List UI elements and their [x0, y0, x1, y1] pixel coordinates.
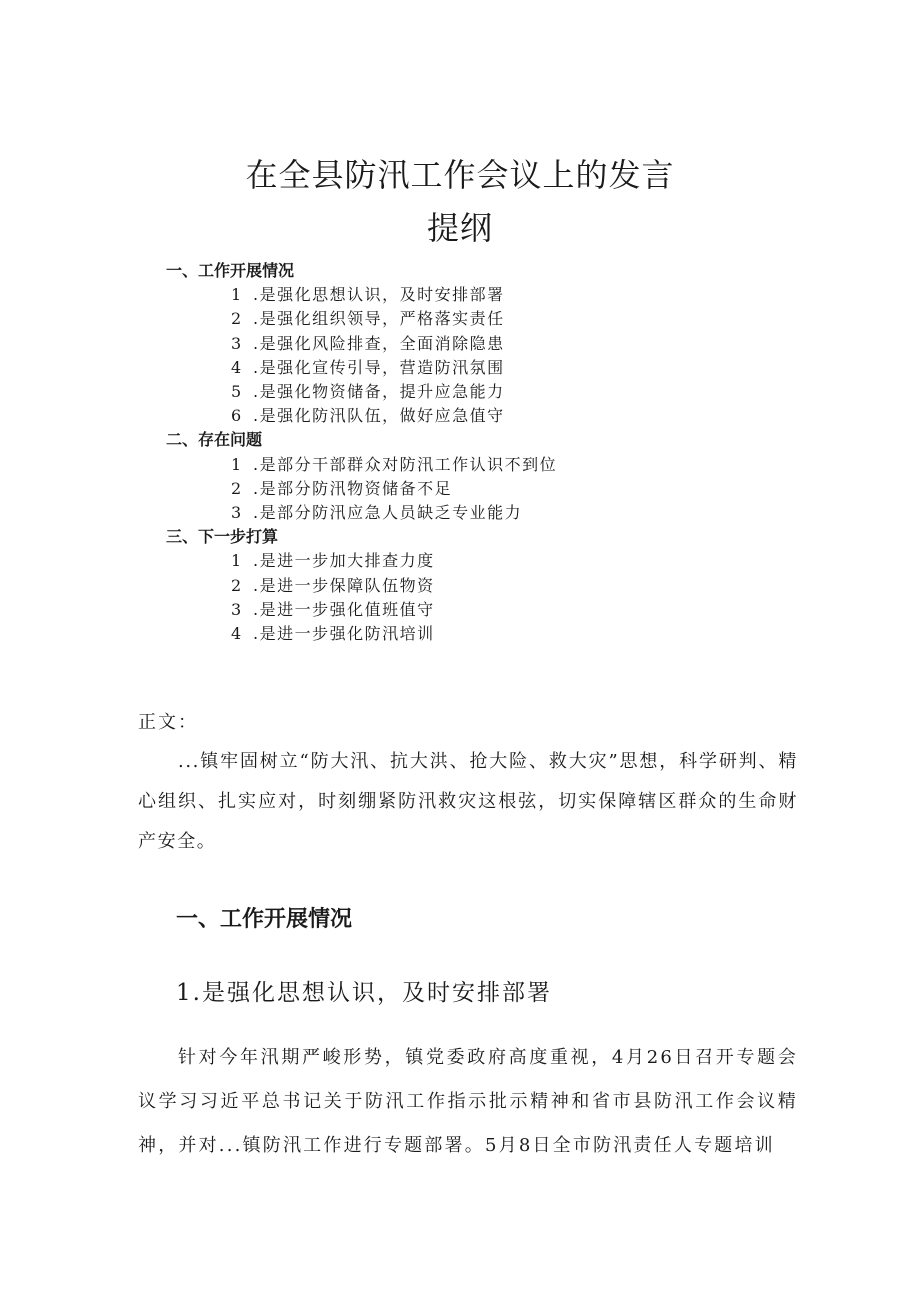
outline-item-text: .是部分干部群众对防汛工作认识不到位: [253, 454, 558, 474]
outline-item: [231, 500, 522, 523]
outline-item-text: .是强化思想认识，及时安排部署: [253, 285, 505, 305]
document-title: 在全县防汛工作会议上的发言: [245, 156, 675, 194]
outline-item-number: 6: [231, 406, 243, 426]
section-heading: 一、工作开展情况: [176, 907, 353, 932]
outline-item: [231, 403, 505, 426]
outline-item-number: 3: [231, 503, 243, 522]
outline-item: [231, 621, 435, 644]
outline-item-text: .是强化物资储备，提升应急能力: [253, 382, 505, 401]
section-paragraph: 针对今年汛期严峻形势，镇党委政府高度重视，4月26日召开专题会议学习习近平总书记关于防汛工作指示批示精神和省市县防汛工作会议精神，并对...镇防汛工作进行专题部署。5月8日全市防汛责任人专题培训: [138, 1047, 798, 1156]
outline-item-number: 1: [231, 551, 243, 571]
outline-item-text: .是进一步强化防汛培训: [253, 624, 435, 643]
outline-section-heading: 一、工作开展情况: [166, 261, 295, 280]
outline-section-heading: 二、存在问题: [166, 430, 263, 450]
outline-item: [231, 306, 505, 329]
outline-item: [231, 573, 435, 596]
outline-item-number: 5: [231, 382, 243, 401]
outline-item-text: .是进一步加大排查力度: [253, 551, 435, 571]
outline-item-text: .是部分防汛应急人员缺乏专业能力: [253, 503, 523, 522]
outline-item: [231, 452, 557, 475]
outline-item: [231, 597, 435, 620]
outline-item: [231, 379, 505, 402]
outline-item-number: 1: [231, 454, 243, 474]
outline-item-number: 3: [231, 333, 243, 353]
outline-item-text: .是部分防汛物资储备不足: [253, 478, 453, 498]
outline-item: [231, 355, 505, 378]
sub-heading: 1.是强化思想认识，及时安排部署: [176, 980, 552, 1006]
outline-item: [231, 331, 505, 354]
intro-paragraph: ...镇牢固树立“防大汛、抗大洪、抢大险、救大灾”思想，科学研判、精心组织、扎实应对，时刻绷紧防汛救灾这根弦，切实保障辖区群众的生命财产安全。: [138, 751, 798, 852]
outline-item-number: 2: [231, 478, 243, 498]
outline-item: [231, 548, 435, 571]
outline-item-number: 2: [231, 575, 243, 595]
outline-item: [231, 282, 505, 305]
outline-item-text: .是进一步保障队伍物资: [253, 575, 435, 595]
outline-item-text: .是强化防汛队伍，做好应急值守: [253, 406, 505, 426]
outline-item-number: 3: [231, 599, 243, 619]
body-label: 正文：: [138, 712, 198, 733]
outline-item-number: 1: [231, 285, 243, 305]
outline-section-heading: 三、下一步打算: [166, 527, 279, 547]
outline-item-text: .是强化宣传引导，营造防汛氛围: [253, 357, 505, 377]
outline-item-text: .是强化风险排查，全面消除隐患: [253, 333, 505, 353]
outline-item-number: 4: [231, 624, 243, 643]
outline-item-number: 4: [231, 357, 243, 377]
document-subtitle: 提纲: [426, 209, 493, 247]
outline-item-text: .是强化组织领导，严格落实责任: [253, 309, 505, 329]
outline-item: [231, 476, 452, 499]
outline-item-number: 2: [231, 309, 243, 329]
outline-item-text: .是进一步强化值班值守: [253, 599, 435, 619]
